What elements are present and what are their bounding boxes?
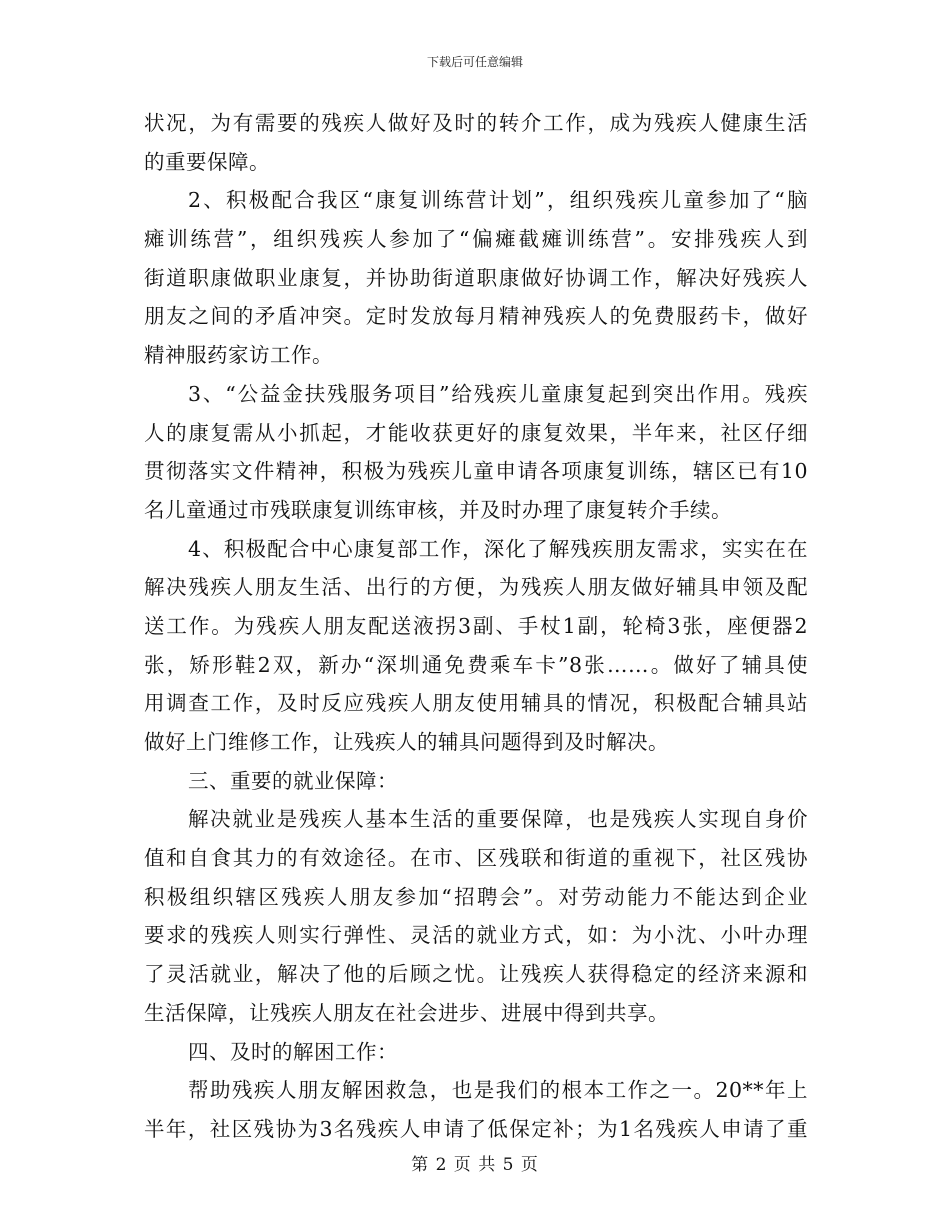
body-text-line: 解决就业是残疾人基本生活的重要保障，也是残疾人实现自身价 bbox=[188, 807, 808, 832]
body-text-line: 状况，为有需要的残疾人做好及时的转介工作，成为残疾人健康生活 bbox=[144, 111, 808, 135]
body-text-line: 2、积极配合我区“康复训练营计划”，组织残疾儿童参加了“脑 bbox=[188, 188, 808, 213]
body-text-line: 三、重要的就业保障： bbox=[188, 768, 398, 793]
body-text-line: 名儿童通过市残联康复训练审核，并及时办理了康复转介手续。 bbox=[144, 497, 732, 522]
page-footer: 第 2 页 共 5 页 bbox=[411, 1155, 539, 1175]
document-body bbox=[144, 104, 808, 1149]
body-text-line: 的重要保障。 bbox=[144, 149, 270, 174]
body-text-line: 生活保障，让残疾人朋友在社会进步、进展中得到共享。 bbox=[144, 1000, 669, 1025]
body-text-line: 朋友之间的矛盾冲突。定时发放每月精神残疾人的免费服药卡，做好 bbox=[144, 304, 808, 329]
body-text-line: 张，矫形鞋2双，新办“深圳通免费乘车卡”8张……。做好了辅具使 bbox=[144, 652, 808, 677]
body-text-line: 精神服药家访工作。 bbox=[144, 343, 333, 368]
body-text-line: 四、及时的解困工作： bbox=[188, 1039, 398, 1064]
body-text-line: 做好上门维修工作，让残疾人的辅具问题得到及时解决。 bbox=[144, 730, 669, 754]
body-text-line: 瘫训练营”，组织残疾人参加了“偏瘫截瘫训练营”。安排残疾人到 bbox=[144, 227, 808, 252]
body-text-line: 积极组织辖区残疾人朋友参加“招聘会”。对劳动能力不能达到企业 bbox=[144, 884, 808, 909]
body-text-line: 贯彻落实文件精神，积极为残疾儿童申请各项康复训练，辖区已有10 bbox=[144, 459, 808, 484]
body-text-line: 3、“公益金扶残服务项目”给残疾儿童康复起到突出作用。残疾 bbox=[188, 381, 808, 406]
body-text-line: 了灵活就业，解决了他的后顾之忧。让残疾人获得稳定的经济来源和 bbox=[144, 962, 808, 987]
body-text-line: 4、积极配合中心康复部工作，深化了解残疾朋友需求，实实在在 bbox=[188, 536, 808, 561]
body-text-line: 半年，社区残协为3名残疾人申请了低保定补；为1名残疾人申请了重 bbox=[144, 1116, 808, 1141]
body-text-line: 用调查工作，及时反应残疾人朋友使用辅具的情况，积极配合辅具站 bbox=[144, 691, 808, 716]
body-text-line: 帮助残疾人朋友解困救急，也是我们的根本工作之一。20**年上 bbox=[188, 1078, 808, 1103]
body-text-line: 送工作。为残疾人朋友配送液拐3副、手杖1副，轮椅3张，座便器2 bbox=[144, 613, 808, 638]
body-text-line: 值和自食其力的有效途径。在市、区残联和街道的重视下，社区残协 bbox=[144, 846, 808, 871]
page-header: 下载后可任意编辑 bbox=[426, 55, 523, 69]
body-text-line: 要求的残疾人则实行弹性、灵活的就业方式，如：为小沈、小叶办理 bbox=[144, 923, 808, 948]
body-text-line: 解决残疾人朋友生活、出行的方便，为残疾人朋友做好辅具申领及配 bbox=[144, 575, 808, 600]
body-text-line: 街道职康做职业康复，并协助街道职康做好协调工作，解决好残疾人 bbox=[144, 265, 808, 290]
body-text-line: 人的康复需从小抓起，才能收获更好的康复效果，半年来，社区仔细 bbox=[144, 420, 808, 445]
